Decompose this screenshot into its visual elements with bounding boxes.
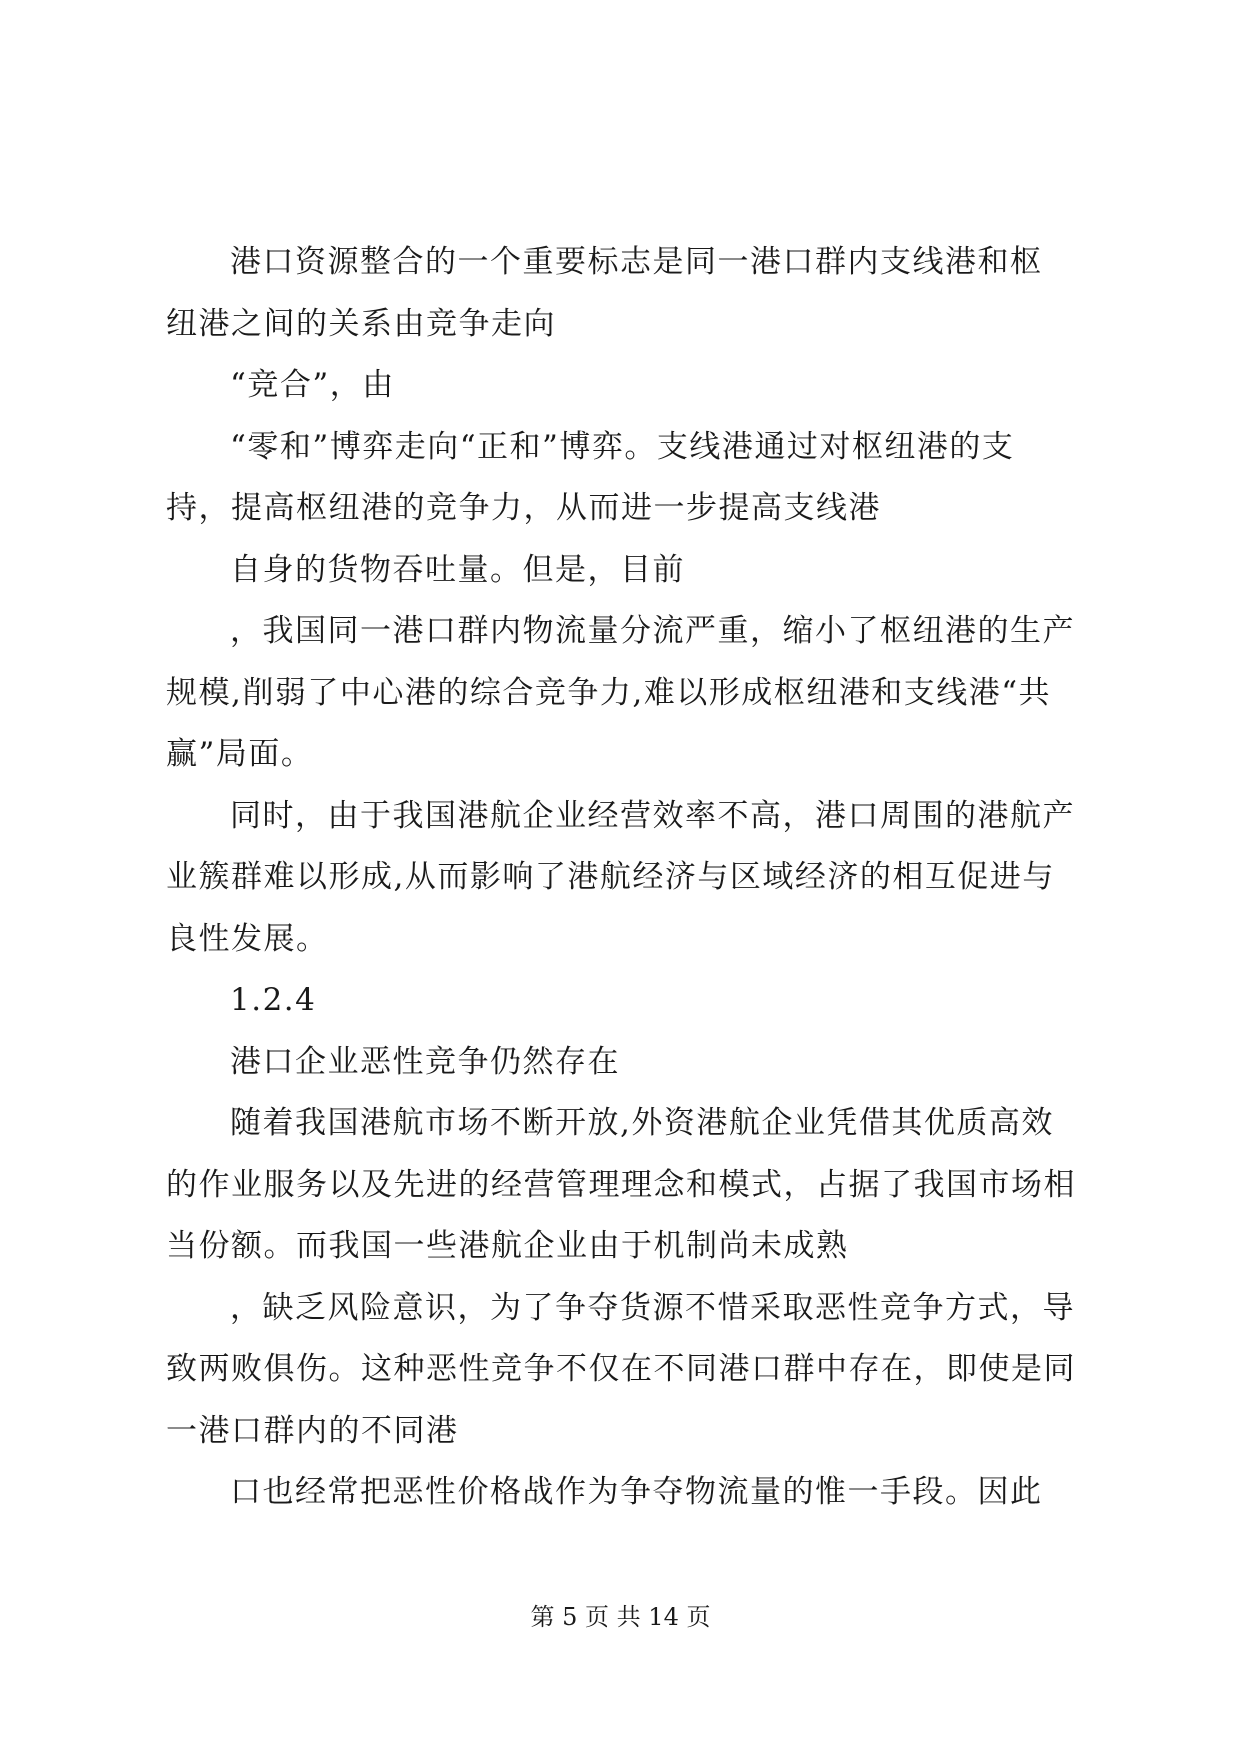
text-line: “零和”博弈走向“正和”博弈。支线港通过对枢纽港的支 xyxy=(230,428,1015,465)
text-line: 良性发展。 xyxy=(166,920,329,957)
page-footer: 第 5 页 共 14 页 xyxy=(530,1603,711,1631)
text-line: ，我国同一港口群内物流量分流严重，缩小了枢纽港的生产 xyxy=(230,613,1075,649)
text-line: 持，提高枢纽港的竞争力，从而进一步提高支线港 xyxy=(166,490,881,526)
text-line: 的作业服务以及先进的经营管理理念和模式，占据了我国市场相 xyxy=(166,1166,1076,1203)
text-line: 当份额。而我国一些港航企业由于机制尚未成熟 xyxy=(166,1228,849,1264)
text-line: 口也经常把恶性价格战作为争夺物流量的惟一手段。因此 xyxy=(230,1474,1043,1510)
text-line: “竞合”，由 xyxy=(230,367,395,403)
text-line: 赢”局面。 xyxy=(166,736,314,772)
text-line: 港口企业恶性竞争仍然存在 xyxy=(230,1043,620,1080)
body-text xyxy=(166,232,1078,1524)
text-line: ，缺乏风险意识，为了争夺货源不惜采取恶性竞争方式，导 xyxy=(230,1289,1075,1326)
text-line: 随着我国港航市场不断开放,外资港航企业凭借其优质高效 xyxy=(230,1105,1054,1141)
text-line: 一港口群内的不同港 xyxy=(166,1412,459,1449)
text-line: 规模,削弱了中心港的综合竞争力,难以形成枢纽港和支线港“共 xyxy=(166,674,1052,711)
text-line: 港口资源整合的一个重要标志是同一港口群内支线港和枢 xyxy=(230,244,1043,280)
text-line: 纽港之间的关系由竞争走向 xyxy=(166,305,556,342)
text-line: 1.2.4 xyxy=(230,982,317,1018)
text-line: 同时，由于我国港航企业经营效率不高，港口周围的港航产 xyxy=(230,797,1075,834)
text-line: 自身的货物吞吐量。但是，目前 xyxy=(230,551,685,588)
text-line: 业簇群难以形成,从而影响了港航经济与区域经济的相互促进与 xyxy=(166,859,1055,895)
text-line: 致两败俱伤。这种恶性竞争不仅在不同港口群中存在，即使是同 xyxy=(166,1351,1076,1387)
